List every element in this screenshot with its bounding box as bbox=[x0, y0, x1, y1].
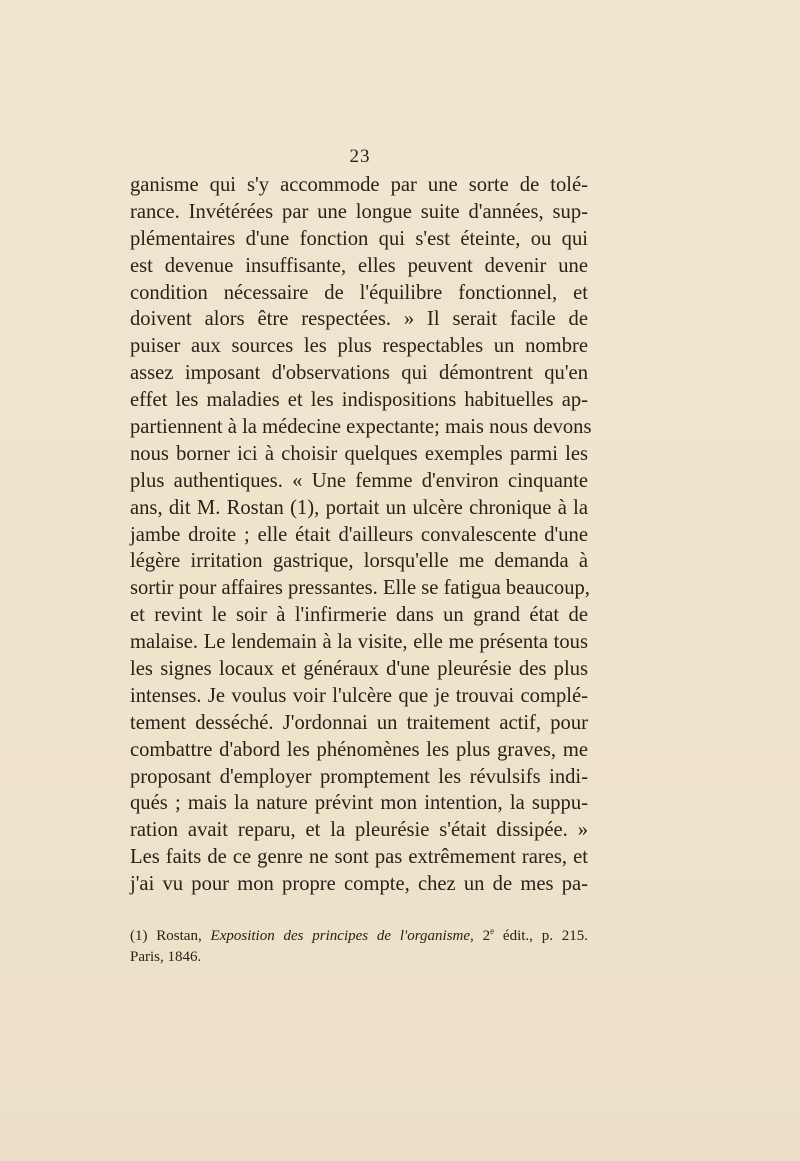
footnote bbox=[130, 926, 588, 968]
body-text bbox=[130, 172, 592, 898]
text-line: qués ; mais la nature prévint mon intention, la suppu- bbox=[130, 792, 588, 815]
text-line: effet les maladies et les indispositions habituelles ap- bbox=[130, 389, 588, 412]
text-line: jambe droite ; elle était d'ailleurs convalescente d'une bbox=[130, 523, 588, 546]
text-line: ration avait reparu, et la pleurésie s'était dissipée. » bbox=[130, 819, 588, 842]
text-line: ans, dit M. Rostan (1), portait un ulcère chronique à la bbox=[130, 496, 588, 519]
text-line: légère irritation gastrique, lorsqu'elle me demanda à bbox=[130, 550, 588, 573]
text-line: tement desséché. J'ordonnai un traitement actif, pour bbox=[130, 711, 588, 734]
footnote-line-2: Paris, 1846. bbox=[130, 949, 202, 965]
text-line: condition nécessaire de l'équilibre fonctionnel, et bbox=[130, 281, 588, 304]
text-line: ganisme qui s'y accommode par une sorte de tolé- bbox=[130, 174, 588, 196]
page-number: 23 bbox=[349, 146, 371, 167]
text-line: les signes locaux et généraux d'une pleurésie des plus bbox=[130, 658, 588, 681]
text-line: est devenue insuffisante, elles peuvent devenir une bbox=[130, 254, 588, 277]
text-line: combattre d'abord les phénomènes les plus graves, me bbox=[130, 738, 588, 761]
text-line: intenses. Je voulus voir l'ulcère que je trouvai complé- bbox=[130, 684, 588, 707]
text-line: rance. Invétérées par une longue suite d'années, sup- bbox=[130, 200, 588, 223]
footnote-marker: (1) Rostan, bbox=[130, 928, 202, 944]
text-line: sortir pour affaires pressantes. Elle se fatigua beaucoup, bbox=[130, 577, 590, 600]
text-line: plus authentiques. « Une femme d'environ cinquante bbox=[130, 469, 588, 492]
footnote-line-1 bbox=[130, 926, 588, 947]
text-line: plémentaires d'une fonction qui s'est éteinte, ou qui bbox=[130, 227, 588, 250]
text-line: doivent alors être respectées. » Il serait facile de bbox=[130, 308, 588, 331]
footnote-title: Exposition des principes de l'organisme, bbox=[210, 928, 474, 944]
text-line: malaise. Le lendemain à la visite, elle me présenta tous bbox=[130, 631, 588, 654]
text-line: proposant d'employer promptement les révulsifs indi- bbox=[130, 765, 588, 788]
text-line: Les faits de ce genre ne sont pas extrêmement rares, et bbox=[130, 846, 588, 869]
text-line: et revint le soir à l'infirmerie dans un grand état de bbox=[130, 604, 588, 627]
text-line: puiser aux sources les plus respectables un nombre bbox=[130, 335, 588, 358]
text-line: j'ai vu pour mon propre compte, chez un de mes pa- bbox=[130, 873, 588, 896]
text-line: partiennent à la médecine expectante; mais nous devons bbox=[130, 416, 592, 439]
footnote-edition-sup: e bbox=[490, 926, 495, 936]
text-line: nous borner ici à choisir quelques exemples parmi les bbox=[130, 442, 588, 465]
text-line: assez imposant d'observations qui démontrent qu'en bbox=[130, 362, 588, 385]
footnote-edition-num: 2 bbox=[482, 928, 491, 944]
footnote-edition-rest: édit., p. 215. bbox=[502, 928, 589, 944]
